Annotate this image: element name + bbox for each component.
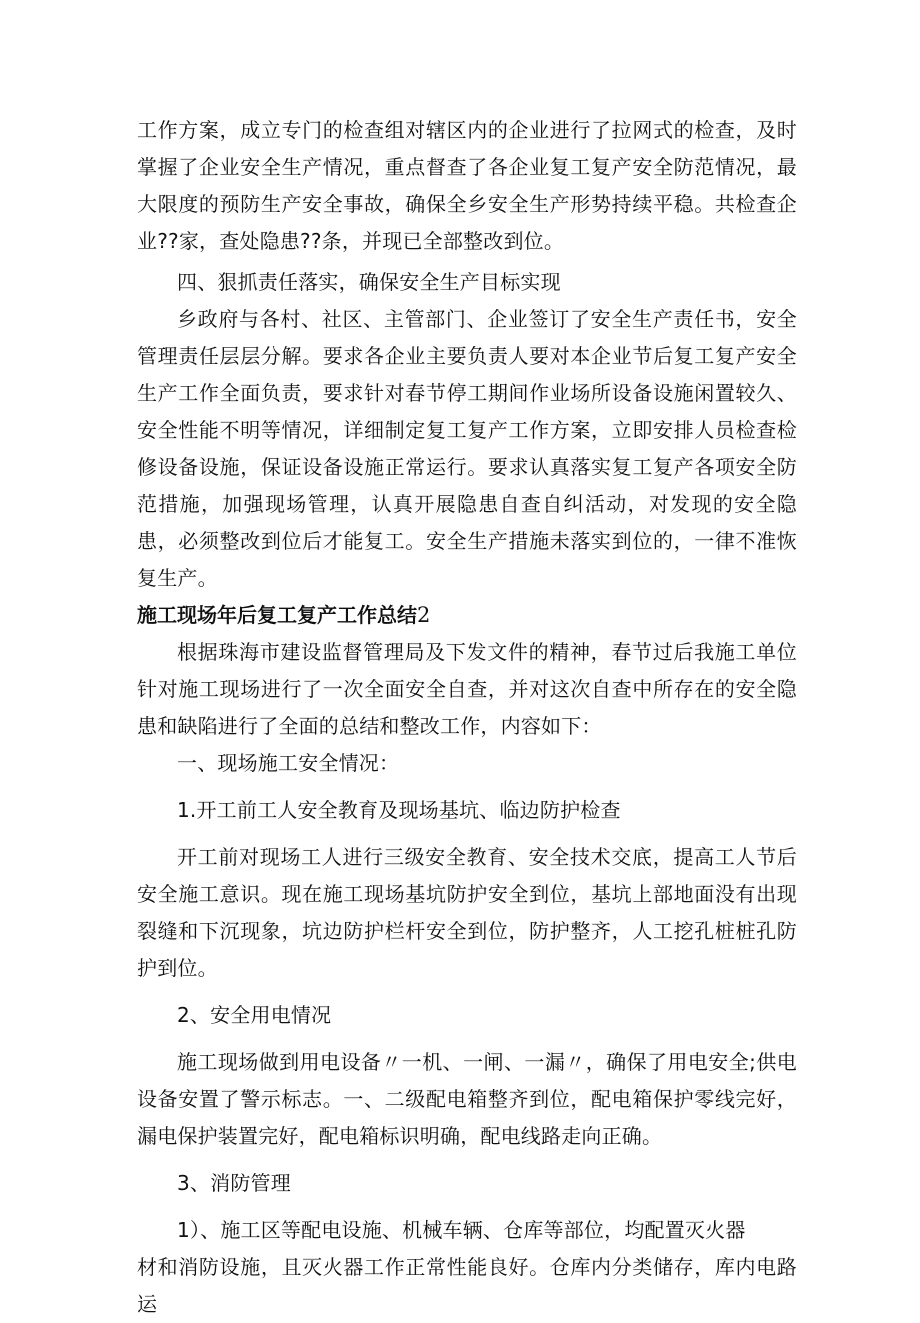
paragraph-fire-line2: 材和消防设施，且灭火器工作正常性能良好。仓库内分类储存，库内电路运 — [137, 1255, 797, 1316]
paragraph-electricity: 施工现场做到用电设备〃一机、一闸、一漏〃，确保了用电安全;供电设备安置了警示标志。一、二级配电箱整齐到位，配电箱保护零线完好，漏电保护装置完好，配电箱标识明确，配电线路走向正确。 — [137, 1050, 797, 1148]
paragraph-worker-education: 开工前对现场工人进行三级安全教育、安全技术交底，提高工人节后安全施工意识。现在施工现场基坑防护安全到位，基坑上部地面没有出现裂缝和下沉现象，坑边防护栏杆安全到位，防护整齐，人工挖孔桩桩孔防护到位。 — [137, 845, 797, 980]
document-title — [137, 597, 797, 634]
paragraph-inspection-plan: 工作方案，成立专门的检查组对辖区内的企业进行了拉网式的检查，及时掌握了企业安全生产情况，重点督查了各企业复工复产安全防范情况，最大限度的预防生产安全事故，确保全乡安全生产形势持续平稳。共检查企业??家，查处隐患??条，并现已全部整改到位。 — [137, 118, 797, 253]
section-heading-four: 四、狠抓责任落实，确保安全生产目标实现 — [177, 270, 561, 294]
document-body — [137, 112, 797, 1323]
subheading-worker-education: 1.开工前工人安全教育及现场基坑、临边防护检查 — [177, 798, 621, 822]
subheading-fire: 3、消防管理 — [177, 1171, 291, 1195]
paragraph-fire-line1: 1）、施工区等配电设施、机械车辆、仓库等部位，均配置灭火器 — [177, 1218, 746, 1242]
paragraph-intro: 根据珠海市建设监督管理局及下发文件的精神，春节过后我施工单位针对施工现场进行了一次全面安全自查，并对这次自查中所存在的安全隐患和缺陷进行了全面的总结和整改工作，内容如下： — [137, 640, 797, 738]
subheading-electricity: 2、安全用电情况 — [177, 1003, 332, 1027]
section-heading-one: 一、现场施工安全情况： — [177, 751, 400, 775]
document-title-text: 施工现场年后复工复产工作总结 — [137, 603, 417, 627]
document-title-number: 2 — [417, 603, 431, 627]
paragraph-responsibility: 乡政府与各村、社区、主管部门、企业签订了安全生产责任书，安全管理责任层层分解。要求各企业主要负责人要对本企业节后复工复产安全生产工作全面负责，要求针对春节停工期间作业场所设备设施闲置较久、安全性能不明等情况，详细制定复工复产工作方案，立即安排人员检查检修设备设施，保证设备设施正常运行。要求认真落实复工复产各项安全防范措施，加强现场管理，认真开展隐患自查自纠活动，对发现的安全隐患，必须整改到位后才能复工。安全生产措施未落实到位的，一律不准恢复生产。 — [137, 307, 797, 590]
